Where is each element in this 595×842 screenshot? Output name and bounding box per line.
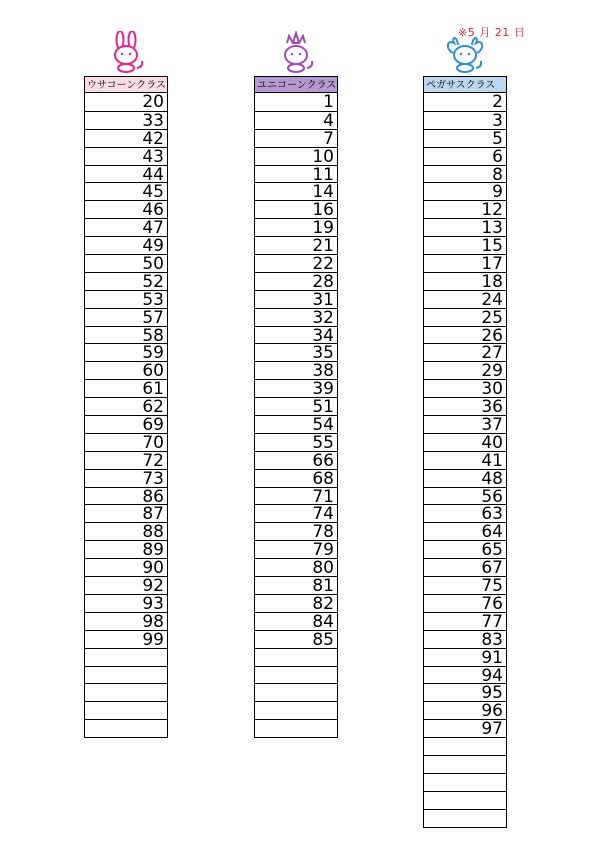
number-cell: 80 xyxy=(255,558,337,576)
number-list xyxy=(254,93,338,738)
number-cell: 5 xyxy=(424,129,506,147)
number-cell: 19 xyxy=(255,218,337,236)
number-cell: 15 xyxy=(424,236,506,254)
number-cell: 26 xyxy=(424,326,506,344)
number-cell xyxy=(424,737,506,755)
number-cell: 95 xyxy=(424,683,506,701)
number-cell xyxy=(255,648,337,666)
number-cell: 35 xyxy=(255,343,337,361)
number-cell xyxy=(85,648,167,666)
number-cell xyxy=(424,791,506,809)
number-cell: 87 xyxy=(85,504,167,522)
number-cell: 70 xyxy=(85,433,167,451)
number-cell: 94 xyxy=(424,666,506,684)
number-cell: 69 xyxy=(85,415,167,433)
number-cell xyxy=(255,666,337,684)
number-cell: 12 xyxy=(424,200,506,218)
number-cell: 92 xyxy=(85,576,167,594)
number-cell: 99 xyxy=(85,630,167,648)
number-cell: 53 xyxy=(85,290,167,308)
number-cell: 21 xyxy=(255,236,337,254)
number-cell xyxy=(424,773,506,791)
number-cell: 60 xyxy=(85,361,167,379)
number-cell: 28 xyxy=(255,272,337,290)
number-cell: 39 xyxy=(255,379,337,397)
number-cell: 89 xyxy=(85,540,167,558)
number-cell xyxy=(85,683,167,701)
number-cell: 51 xyxy=(255,397,337,415)
number-cell: 72 xyxy=(85,451,167,469)
number-cell: 56 xyxy=(424,487,506,505)
number-cell: 78 xyxy=(255,522,337,540)
number-cell: 42 xyxy=(85,129,167,147)
number-cell xyxy=(85,701,167,719)
number-cell: 32 xyxy=(255,308,337,326)
number-cell xyxy=(424,755,506,773)
number-cell xyxy=(255,701,337,719)
number-cell: 93 xyxy=(85,594,167,612)
number-cell: 76 xyxy=(424,594,506,612)
number-cell: 45 xyxy=(85,182,167,200)
number-cell: 79 xyxy=(255,540,337,558)
number-cell: 2 xyxy=(492,92,503,112)
number-cell: 46 xyxy=(85,200,167,218)
number-cell xyxy=(424,809,506,827)
number-cell: 43 xyxy=(85,147,167,165)
number-cell: 17 xyxy=(424,254,506,272)
number-cell xyxy=(255,683,337,701)
number-cell: 4 xyxy=(255,111,337,129)
number-cell: 48 xyxy=(424,469,506,487)
number-cell: 97 xyxy=(424,719,506,737)
number-cell: 36 xyxy=(424,397,506,415)
number-cell: 85 xyxy=(255,630,337,648)
number-list xyxy=(84,93,168,738)
class-header: ユニコーンクラス xyxy=(254,76,338,93)
number-cell: 47 xyxy=(85,218,167,236)
number-cell: 31 xyxy=(255,290,337,308)
class-column-usacorn xyxy=(84,76,168,738)
number-cell xyxy=(255,719,337,737)
number-cell: 98 xyxy=(85,612,167,630)
number-cell: 96 xyxy=(424,701,506,719)
number-cell: 8 xyxy=(424,165,506,183)
number-cell: 40 xyxy=(424,433,506,451)
number-cell: 67 xyxy=(424,558,506,576)
number-list xyxy=(423,93,507,828)
number-cell: 58 xyxy=(85,326,167,344)
number-cell: 37 xyxy=(424,415,506,433)
number-cell: 66 xyxy=(255,451,337,469)
number-cell: 74 xyxy=(255,504,337,522)
number-cell: 71 xyxy=(255,487,337,505)
unicorn-mascot-icon xyxy=(276,31,316,73)
number-cell: 57 xyxy=(85,308,167,326)
number-cell: 7 xyxy=(255,129,337,147)
number-cell: 9 xyxy=(424,182,506,200)
number-cell: 10 xyxy=(255,147,337,165)
number-cell: 14 xyxy=(255,182,337,200)
number-cell: 33 xyxy=(85,111,167,129)
number-cell: 22 xyxy=(255,254,337,272)
number-cell: 30 xyxy=(424,379,506,397)
number-cell: 65 xyxy=(424,540,506,558)
number-cell: 81 xyxy=(255,576,337,594)
number-cell: 86 xyxy=(85,487,167,505)
number-cell: 55 xyxy=(255,433,337,451)
number-cell: 41 xyxy=(424,451,506,469)
number-cell: 34 xyxy=(255,326,337,344)
number-cell: 84 xyxy=(255,612,337,630)
number-cell: 54 xyxy=(255,415,337,433)
number-cell: 91 xyxy=(424,648,506,666)
number-cell: 6 xyxy=(424,147,506,165)
class-column-pegasus xyxy=(423,76,507,828)
number-cell: 88 xyxy=(85,522,167,540)
number-cell: 63 xyxy=(424,504,506,522)
number-cell: 16 xyxy=(255,200,337,218)
number-cell: 50 xyxy=(85,254,167,272)
pegasus-mascot-icon xyxy=(445,31,485,73)
number-cell: 62 xyxy=(85,397,167,415)
number-cell xyxy=(85,719,167,737)
number-cell: 3 xyxy=(424,111,506,129)
number-cell: 90 xyxy=(85,558,167,576)
number-cell: 38 xyxy=(255,361,337,379)
number-cell xyxy=(85,666,167,684)
number-cell: 61 xyxy=(85,379,167,397)
number-cell: 18 xyxy=(424,272,506,290)
number-cell: 52 xyxy=(85,272,167,290)
number-cell: 83 xyxy=(424,630,506,648)
class-header: ウサコーンクラス xyxy=(84,76,168,93)
number-cell: 24 xyxy=(424,290,506,308)
number-cell: 27 xyxy=(424,343,506,361)
number-cell: 1 xyxy=(323,92,334,112)
number-cell: 59 xyxy=(85,343,167,361)
date-note: ※5 月 21 日 xyxy=(458,26,526,39)
number-cell: 68 xyxy=(255,469,337,487)
number-cell: 11 xyxy=(255,165,337,183)
number-cell: 49 xyxy=(85,236,167,254)
class-column-unicorn xyxy=(254,76,338,738)
number-cell: 82 xyxy=(255,594,337,612)
number-cell: 29 xyxy=(424,361,506,379)
class-header: ペガサスクラス xyxy=(423,76,507,93)
number-cell: 77 xyxy=(424,612,506,630)
number-cell: 44 xyxy=(85,165,167,183)
number-cell: 20 xyxy=(142,92,164,112)
number-cell: 73 xyxy=(85,469,167,487)
number-cell: 64 xyxy=(424,522,506,540)
number-cell: 13 xyxy=(424,218,506,236)
rabbit-mascot-icon xyxy=(106,31,146,73)
number-cell: 75 xyxy=(424,576,506,594)
number-cell: 25 xyxy=(424,308,506,326)
